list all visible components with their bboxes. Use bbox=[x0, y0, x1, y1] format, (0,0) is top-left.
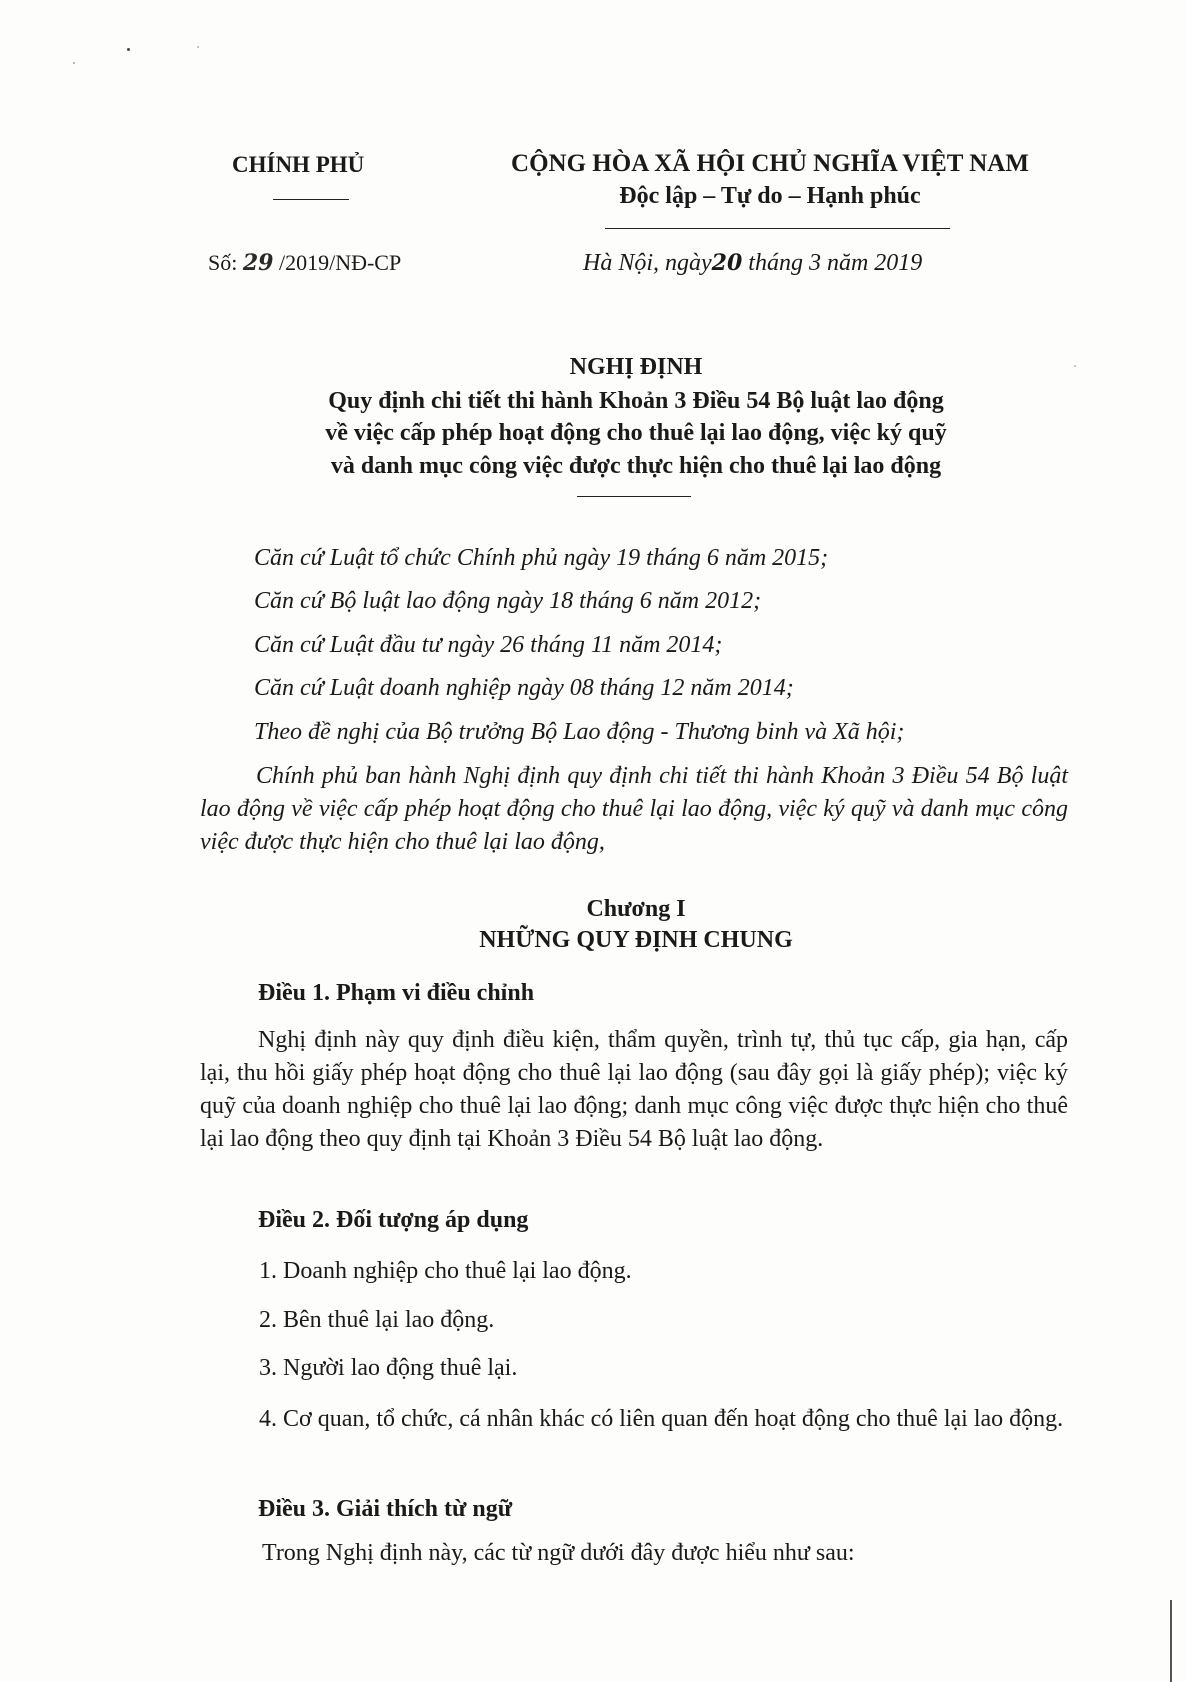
article-2-title: Điều 2. Đối tượng áp dụng bbox=[258, 1207, 529, 1233]
document-type-title: NGHỊ ĐỊNH bbox=[569, 354, 703, 380]
number-prefix: Số: bbox=[208, 250, 238, 275]
list-item: 2. Bên thuê lại lao động. bbox=[259, 1307, 495, 1333]
legal-basis: Căn cứ Luật tổ chức Chính phủ ngày 19 tháng 6 năm 2015; bbox=[254, 545, 829, 571]
chapter-name: NHỮNG QUY ĐỊNH CHUNG bbox=[479, 927, 793, 953]
subtitle-line: và danh mục công việc được thực hiện cho thuê lại lao động bbox=[330, 453, 942, 479]
scan-speck bbox=[197, 46, 199, 48]
article-3-intro: Trong Nghị định này, các từ ngữ dưới đây được hiểu như sau: bbox=[262, 1540, 855, 1566]
authority-underline bbox=[273, 199, 349, 200]
place-prefix: Hà Nội, ngày bbox=[583, 250, 712, 276]
handwritten-number: 29 bbox=[242, 250, 274, 276]
legal-basis: Căn cứ Bộ luật lao động ngày 18 tháng 6 năm 2012; bbox=[254, 588, 762, 614]
national-title: CỘNG HÒA XÃ HỘI CHỦ NGHĨA VIỆT NAM bbox=[511, 150, 1029, 177]
article-3-title: Điều 3. Giải thích từ ngữ bbox=[258, 1496, 513, 1522]
place-and-date bbox=[583, 250, 922, 277]
article-1-body: Nghị định này quy định điều kiện, thẩm quyền, trình tự, thủ tục cấp, gia hạn, cấp lại, thu hồi giấy phép hoạt động cho thuê lại lao động (sau đây gọi là giấy phép); việc ký quỹ của doanh nghiệp cho thuê lại lao động; danh mục công việc được thực hiện cho thuê lại lao động theo quy định tại Khoản 3 Điều 54 Bộ luật lao động. bbox=[200, 1027, 1068, 1152]
scan-speck bbox=[73, 62, 75, 64]
place-suffix: tháng 3 năm 2019 bbox=[748, 250, 923, 276]
legal-basis: Theo đề nghị của Bộ trưởng Bộ Lao động - Thương binh và Xã hội; bbox=[254, 719, 905, 745]
chapter-number: Chương I bbox=[586, 896, 686, 922]
national-motto: Độc lập – Tự do – Hạnh phúc bbox=[619, 183, 921, 209]
legal-basis: Căn cứ Luật doanh nghiệp ngày 08 tháng 12 năm 2014; bbox=[254, 675, 794, 701]
document-number bbox=[208, 250, 401, 276]
subtitle-line: về việc cấp phép hoạt động cho thuê lại lao động, việc ký quỹ bbox=[325, 420, 947, 446]
article-1-title: Điều 1. Phạm vi điều chỉnh bbox=[258, 980, 535, 1006]
list-item: 4. Cơ quan, tổ chức, cá nhân khác có liên quan đến hoạt động cho thuê lại lao động. bbox=[259, 1406, 1064, 1432]
preamble: Chính phủ ban hành Nghị định quy định chi tiết thi hành Khoản 3 Điều 54 Bộ luật lao động về việc cấp phép hoạt động cho thuê lại lao động, việc ký quỹ và danh mục công việc được thực hiện cho thuê lại lao động, bbox=[200, 763, 1068, 855]
handwritten-day: 20 bbox=[711, 250, 743, 276]
issuing-authority: CHÍNH PHỦ bbox=[232, 152, 365, 177]
list-item: 3. Người lao động thuê lại. bbox=[259, 1355, 518, 1381]
legal-basis: Căn cứ Luật đầu tư ngày 26 tháng 11 năm 2014; bbox=[254, 632, 723, 658]
title-underline bbox=[577, 496, 691, 497]
scan-speck bbox=[127, 48, 130, 51]
subtitle-line: Quy định chi tiết thi hành Khoản 3 Điều 54 Bộ luật lao động bbox=[328, 388, 944, 414]
number-suffix: /2019/NĐ-CP bbox=[278, 250, 402, 275]
list-item: 1. Doanh nghiệp cho thuê lại lao động. bbox=[259, 1258, 632, 1284]
scan-edge-line bbox=[1170, 1600, 1172, 1682]
motto-underline bbox=[605, 228, 950, 229]
